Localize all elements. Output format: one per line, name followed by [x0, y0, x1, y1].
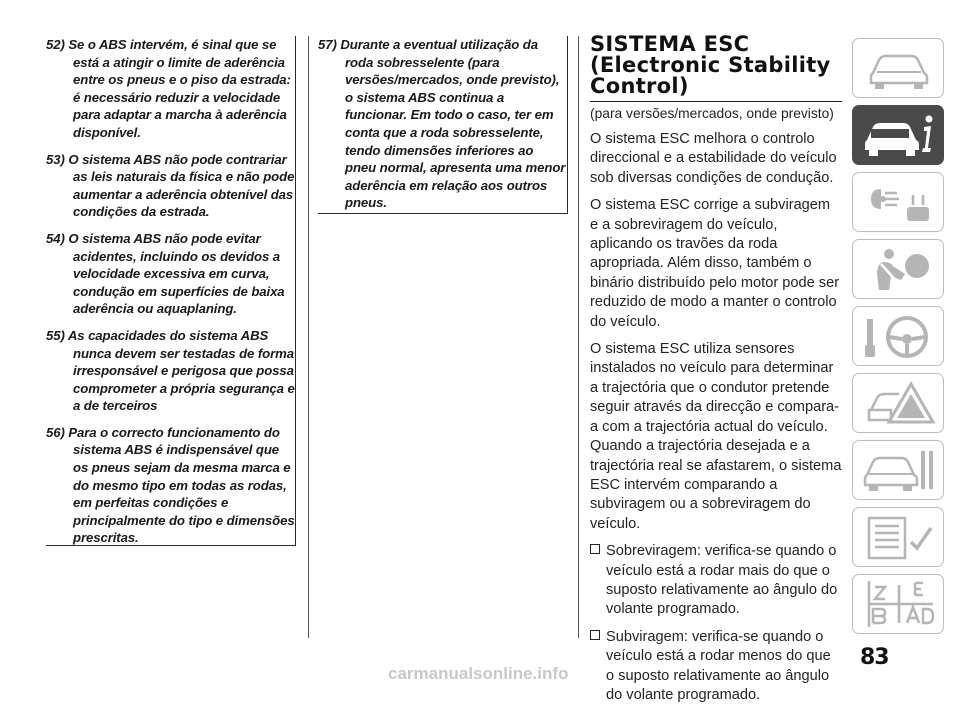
index-tab[interactable] — [852, 574, 944, 634]
steering-wheel-icon — [861, 311, 937, 361]
warning-item: 54) O sistema ABS não pode evitar acidentes, incluindo os devidos a velocidade excessiva em curva, condução em superfícies de baixa aderência ou aquaplaning. — [46, 230, 285, 317]
car-info-icon — [861, 110, 937, 160]
warning-item: 57) Durante a eventual utilização da roda sobresselente (para versões/mercados, onde previsto), o sistema ABS continua a funcionar. Em todo o caso, ter em conta que a roda sobresselente, tendo dimensões inferiores ao pneu normal, apresenta uma menor aderência em relação aos outros pneus. — [318, 37, 566, 211]
car-tools-icon — [861, 445, 937, 495]
warning-item: 56) Para o correcto funcionamento do sistema ABS é indispensável que os pneus sejam da mesma marca e do mesmo tipo em todas as rodas, em perfeitas condições e principalmente do tipo e dimensões prescritas. — [46, 424, 295, 546]
warnings-box-left — [46, 36, 296, 546]
car-icon — [861, 43, 937, 93]
chapter-nav — [852, 38, 944, 641]
bullet-item: Sobreviragem: verifica-se quando o veículo está a rodar mais do que o suposto relativamente ao ângulo do volante programado. — [590, 542, 842, 620]
warning-item: 52) Se o ABS intervém, é sinal que se está a atingir o limite de aderência entre os pneus e o piso da estrada: é necessário reduzir a velocidade para adaptar a marcha à aderência disponível. — [46, 37, 291, 140]
warning-item: 53) O sistema ABS não pode contrariar as leis naturais da física e não pode aumentar a aderência obtenível das condições da estrada. — [46, 151, 295, 220]
checkbox-bullet-icon — [590, 544, 600, 554]
maintenance-tab[interactable] — [852, 440, 944, 500]
warnings-box-right — [318, 36, 568, 214]
body-paragraph: O sistema ESC corrige a subviragem e a sobreviragem do veículo, aplicando os travões da roda apropriada. Além disso, também o binário distribuído pelo motor pode ser reduzido de modo a manter o controlo do veículo. — [590, 197, 840, 330]
watermark: carmanualsonline.info — [388, 664, 569, 683]
emergency-tab[interactable] — [852, 373, 944, 433]
warning-lights-tab[interactable] — [852, 172, 944, 232]
warning-item: 55) As capacidades do sistema ABS nunca devem ser testadas de forma irresponsável e perigosa que possa comprometer a própria segurança e a de terceiros — [46, 327, 295, 414]
bullet-item: Subviragem: verifica-se quando o veículo está a rodar menos do que o suposto relativamente ao ângulo do volante programado. — [590, 628, 842, 706]
section-subtitle: (para versões/mercados, onde previsto) — [590, 106, 834, 121]
technical-data-tab[interactable] — [852, 507, 944, 567]
body-paragraph: O sistema ESC utiliza sensores instalados no veículo para determinar a trajectória que o condutor pretende seguir através da direcção e compara-a com a trajectória actual do veículo. Quando a trajectória desejada e a trajectória real se afastarem, o sistema ESC intervém comparando a subviragem ou a sobreviragem do veículo. — [590, 341, 842, 532]
seatbelt-airbag-icon — [861, 244, 937, 294]
car-info-tab[interactable] — [852, 105, 944, 165]
esc-section — [590, 34, 842, 713]
safety-tab[interactable] — [852, 239, 944, 299]
list-icon — [861, 512, 937, 562]
section-title: SISTEMA ESC (Electronic Stability Control) — [590, 34, 842, 102]
driving-tab[interactable] — [852, 306, 944, 366]
column-divider — [308, 36, 309, 638]
checkbox-bullet-icon — [590, 630, 600, 640]
alphabet-index-icon — [861, 579, 937, 629]
warning-lights-icon — [861, 177, 937, 227]
emergency-icon — [861, 378, 937, 428]
page-number: 83 — [860, 645, 889, 670]
column-divider — [578, 36, 579, 638]
car-outline-tab[interactable] — [852, 38, 944, 98]
body-paragraph: O sistema ESC melhora o controlo direccional e a estabilidade do veículo sob diversas condições de condução. — [590, 131, 837, 186]
